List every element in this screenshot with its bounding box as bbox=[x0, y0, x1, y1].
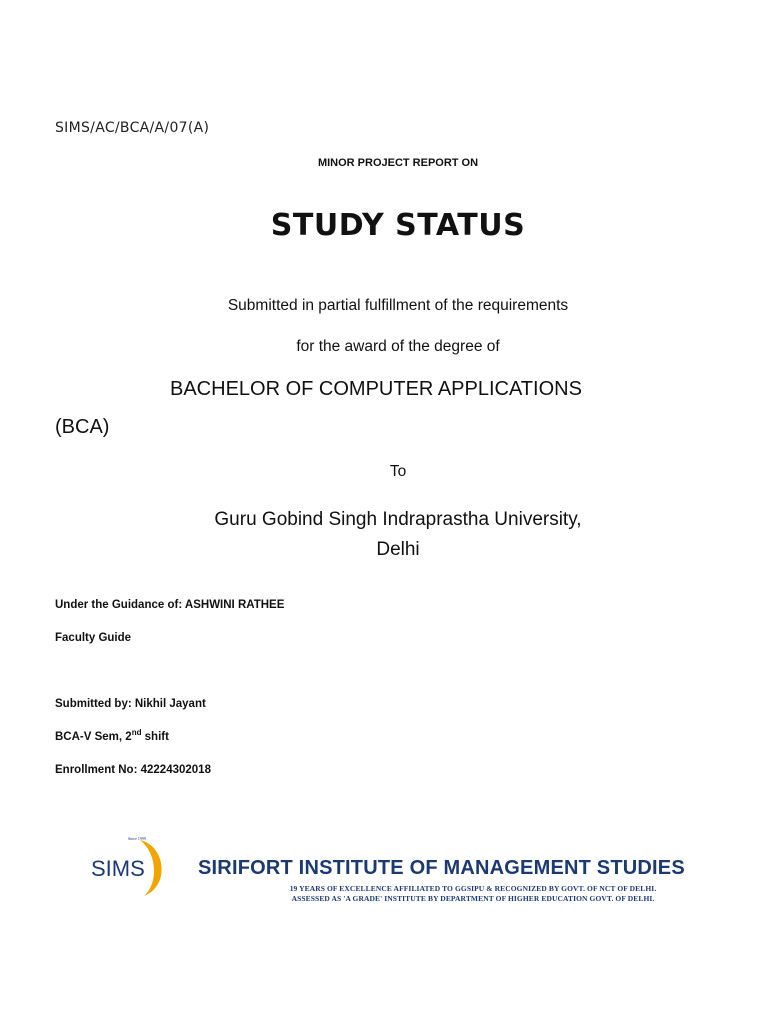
semester-suffix: shift bbox=[141, 731, 169, 743]
to-label: To bbox=[389, 463, 407, 480]
faculty-guide-label: Faculty Guide bbox=[55, 632, 132, 644]
report-title: STUDY STATUS bbox=[270, 208, 526, 243]
institute-tagline-2: ASSESSED AS 'A GRADE' INSTITUTE BY DEPARTMENT OF HIGHER EDUCATION GOVT. OF DELHI. bbox=[291, 894, 655, 903]
minor-project-label: MINOR PROJECT REPORT ON bbox=[317, 157, 479, 169]
institute-name: SIRIFORT INSTITUTE OF MANAGEMENT STUDIES bbox=[198, 857, 685, 879]
award-line: for the award of the degree of bbox=[296, 338, 500, 355]
logo-since-text: Since 1999 bbox=[128, 836, 146, 841]
semester-ordinal: nd bbox=[131, 728, 142, 738]
institute-tagline-1: 19 YEARS OF EXCELLENCE AFFILIATED TO GGSIPU & RECOGNIZED BY GOVT. OF NCT OF DELHI. bbox=[289, 884, 657, 893]
enrollment-line: Enrollment No: 42224302018 bbox=[55, 764, 211, 776]
guidance-line: Under the Guidance of: ASHWINI RATHEE bbox=[55, 599, 285, 611]
semester-prefix: BCA-V Sem, 2 bbox=[55, 731, 132, 743]
partial-fulfillment-line: Submitted in partial fulfillment of the requirements bbox=[227, 297, 569, 314]
semester-line bbox=[55, 728, 169, 743]
university-line-1: Guru Gobind Singh Indraprastha University, bbox=[214, 509, 582, 530]
sims-logo-icon bbox=[88, 836, 168, 900]
university-name bbox=[0, 505, 768, 565]
degree-abbreviation: (BCA) bbox=[55, 416, 110, 438]
reference-code: SIMS/AC/BCA/A/07(A) bbox=[55, 120, 210, 136]
university-line-2: Delhi bbox=[376, 539, 420, 560]
degree-name: BACHELOR OF COMPUTER APPLICATIONS bbox=[170, 378, 582, 400]
submitted-by-line: Submitted by: Nikhil Jayant bbox=[55, 698, 206, 710]
logo-text: SIMS bbox=[91, 856, 145, 881]
